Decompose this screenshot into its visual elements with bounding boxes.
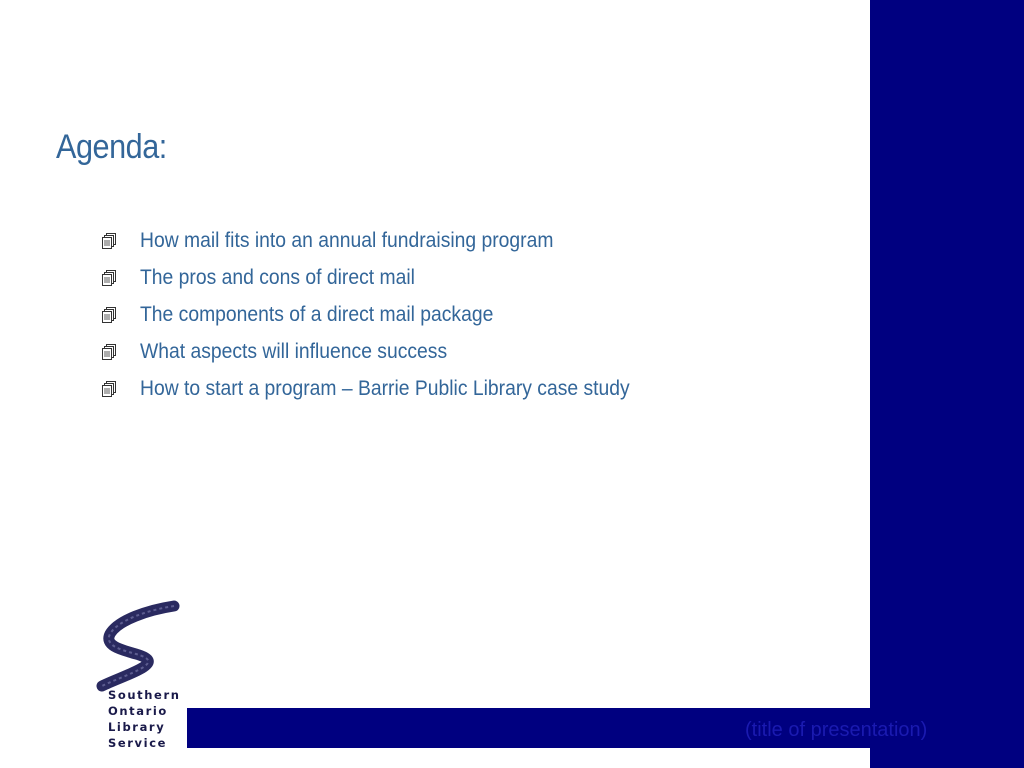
footer-presentation-title: (title of presentation) — [745, 719, 928, 741]
logo-line: Ontario — [108, 704, 168, 718]
slide-title: Agenda: — [56, 128, 167, 166]
document-stack-icon — [100, 268, 140, 288]
agenda-item — [100, 333, 672, 370]
agenda-item — [100, 296, 672, 333]
document-stack-icon — [100, 379, 140, 399]
agenda-list — [100, 222, 672, 407]
agenda-item-text: How to start a program – Barrie Public Library case study — [140, 376, 630, 400]
ribbon-s-icon — [96, 600, 188, 692]
agenda-item — [100, 222, 672, 259]
document-stack-icon — [100, 305, 140, 325]
agenda-item-text: The pros and cons of direct mail — [140, 265, 415, 289]
logo-line: Service — [108, 736, 168, 750]
document-stack-icon — [100, 342, 140, 362]
right-side-panel — [870, 0, 1024, 768]
agenda-item-text: What aspects will influence success — [140, 339, 448, 363]
logo-line: Southern — [108, 688, 181, 702]
agenda-item-text: How mail fits into an annual fundraising program — [140, 228, 554, 252]
agenda-item — [100, 259, 672, 296]
sols-logo — [96, 600, 188, 752]
agenda-item-text: The components of a direct mail package — [140, 302, 494, 326]
document-stack-icon — [100, 231, 140, 251]
agenda-item — [100, 370, 672, 407]
logo-line: Library — [108, 720, 166, 734]
logo-wordmark — [108, 687, 181, 751]
